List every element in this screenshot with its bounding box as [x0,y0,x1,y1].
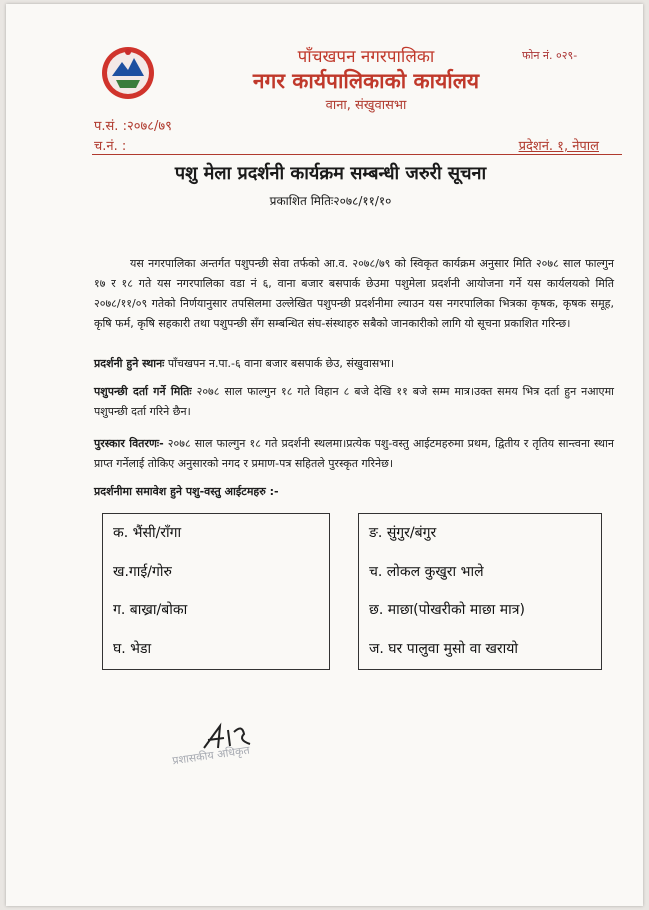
award-paragraph [94,434,614,474]
nepal-emblem-logo [98,44,158,102]
list-item: छ. माछा(पोखरीको माछा मात्र) [369,602,525,618]
notice-intro-paragraph: यस नगरपालिका अन्तर्गत पशुपन्छी सेवा तर्फको आ.व. २०७८/७९ को स्विकृत कार्यक्रम अनुसार मिति २०७८ साल फाल्गुन १७ र १८ गते यस नगरपालिका वडा नं ६, वाना बजार बसपार्क छेउमा पशुमेला प्रदर्शनी आयोजना गर्ने यस कार्यलयको मिति २०७८/११/०९ गतेको निर्णयानुसार तपसिलमा उल्लेखित पशुपन्छी प्रदर्शनीमा ल्याउन यस नगरपालिका भित्रका कृषक, कृषक समूह, कृषि फर्म, कृषि सहकारी तथा पशुपन्छी सँग सम्बन्धित संघ-संस्थाहरु सबैको जानकारीको लागि यो सूचना प्रकाशित गरिन्छ। [94,257,614,330]
award-text: २०७८ साल फाल्गुन १८ गते प्रदर्शनी स्थलमा।प्रत्येक पशु-वस्तु आईटमहरुमा प्रथम, द्वितीय र तृतिय सान्त्वना स्थान प्राप्त गर्नेलाई तोकिए अनुसारको नगद र प्रमाण-पत्र सहितले पुरस्कृत गरिनेछ। [94,437,615,470]
venue-paragraph [94,354,614,374]
award-label: पुरस्कार वितरणः- [94,437,164,450]
registration-label: पशुपन्छी दर्ता गर्ने मितिः [94,385,192,398]
list-item: क. भैंसी/राँगा [113,525,182,541]
phone-number: फोन नं. ०२९- [522,49,578,62]
notice-page [6,4,643,906]
venue-label: प्रदर्शनी हुने स्थानः [94,357,165,370]
list-item: ग. बाख्रा/बोका [113,602,188,618]
reference-number: प.सं. :२०७८/७९ [94,119,172,134]
province-label: प्रदेशनं. १, नेपाल [518,139,599,154]
list-item: ख.गाई/गोरु [113,563,172,580]
items-box-right [358,513,602,670]
published-date: प्रकाशित मितिः२०७८/११/१० [269,194,392,208]
office-address: वाना, संखुवासभा [325,98,407,113]
header-divider [92,154,622,155]
dispatch-number: च.नं. : [94,139,127,154]
items-heading: प्रदर्शनीमा समावेश हुने पशु-वस्तु आईटमहरु :- [94,485,279,498]
office-name: नगर कार्यपालिकाको कार्यालय [252,69,480,93]
registration-text: २०७८ साल फाल्गुन १८ गते विहान ८ बजे देखि ११ बजे सम्म मात्र।उक्त समय भित्र दर्ता हुन नआएमा पशुपन्छी दर्ता गरिने छैन। [94,385,615,418]
items-box-left [102,513,330,670]
list-item: च. लोकल कुखुरा भाले [369,563,484,580]
official-stamp: प्रशासकीय अधिकृत [171,743,251,768]
list-item: घ. भेडा [113,640,152,657]
registration-paragraph [94,382,614,422]
venue-text: पाँचखपन न.पा.-६ वाना बजार बसपार्क छेउ, संखुवासभा। [167,357,394,370]
notice-title: पशु मेला प्रदर्शनी कार्यक्रम सम्बन्धी जरुरी सूचना [174,163,487,184]
municipality-name: पाँचखपन नगरपालिका [297,47,435,67]
list-item: ङ. सुंगुर/बंगुर [369,525,437,541]
list-item: ज. घर पालुवा मुसो वा खरायो [369,640,518,657]
